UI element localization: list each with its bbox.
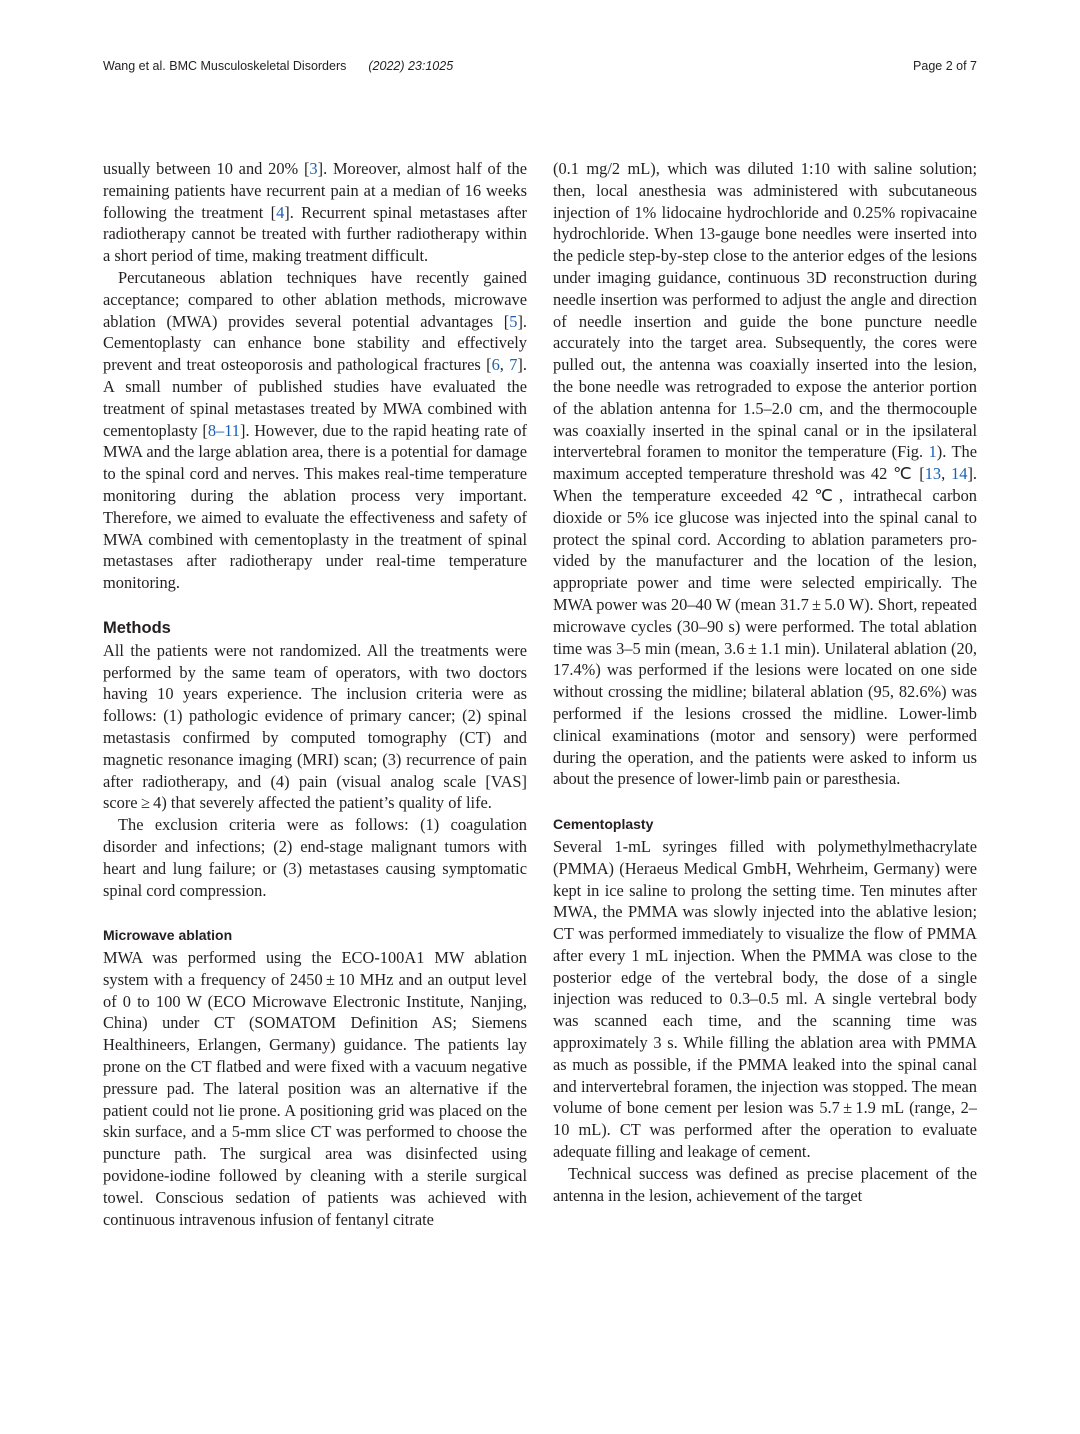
subsection-heading-cementoplasty: Cementoplasty (553, 816, 654, 833)
paragraph (103, 158, 527, 267)
text-run: ]. A small number of published studies have evaluated the treatment of spinal metastases treated by MWA combined with cementoplasty [ (103, 355, 527, 440)
text-run: (0.1 mg/2 mL), which was diluted 1:10 with saline solution; then, local anesthesia was administered with subcutaneous injection of 1% lidocaine hydrochloride and 0.25% ropivacaine hydrochloride. When 13-gauge bone needles were inserted into the pedicle step-by-step close to the anterior edges of the lesions under imaging guidance, continuous 3D reconstruction during needle insertion was performed to adjust the angle and direction of needle insertion and guide the bone puncture needle accurately into the target area. Subsequently, the cores were pulled out, the antenna was coaxially inserted into the lesion, the bone needle was retrograded to expose the anterior portion of the ablation antenna for 1.5–2.0 cm, and the thermocouple was coaxially inserted in the spinal canal or in the ipsilateral intervertebral foramen to monitor the temperature (Fig. (553, 159, 977, 462)
text-run: ]. When the temperature exceeded 42℃, intrathecal carbon dioxide or 5% ice glucose was injected into the spinal canal to protect the spinal cord. According to ablation parameters provided by the manufacturer and the location of the lesion, appropriate power and time were selected empirically. The MWA power was 20–40 W (mean 31.7 ± 5.0 W). Short, repeated microwave cycles (30–90 s) were performed. The total ablation time was 3–5 min (mean, 3.6 ± 1.1 min). Unilateral ablation (20, 17.4%) was performed if the lesions were located on one side without crossing the midline; bilateral ablation (95, 82.6%) was performed if the lesions crossed the midline. Lower-limb clinical examinations (motor and sensory) were performed during the operation, and the patients were asked to inform us about the presence of lower-limb pain or paresthesia. (553, 464, 978, 789)
text-run: usually between 10 and 20% [ (103, 159, 310, 178)
paragraph: Several 1-mL syringes filled with polymethylmethacrylate (PMMA) (Heraeus Medical GmbH, Wehrheim, Germany) were kept in ice saline to prolong the setting time. Ten minutes after MWA, the PMMA was slowly injected into the ablative lesion; CT was performed immediately to visualize the flow of PMMA after every 1 mL injection. When the PMMA was close to the posterior edge of the vertebral body, the dose of a single injection was reduced to 0.3–0.5 ml. A single vertebral body was scanned each time, and the scanning time was approximately 3 s. While filling the ablation area with PMMA as much as possible, if the PMMA leaked into the spinal canal and intervertebral foramen, the injection was stopped. The mean volume of bone cement per lesion was 5.7 ± 1.9 mL (range, 2–10 mL). CT was performed after the operation to evaluate adequate filling and leakage of cement. (553, 836, 977, 1162)
text-run: ]. Cementoplasty can enhance bone stability and effectively prevent and treat osteoporosis and pathological fractures [ (103, 311, 527, 375)
citation-link[interactable]: 8–11 (207, 420, 240, 440)
paragraph: The exclusion criteria were as follows: (1) coagulation disorder and infections; (2) end-stage malignant tumors with heart and lung failure; or (3) metastases causing symptomatic spinal cord compression. (103, 815, 527, 900)
paragraph (103, 267, 527, 594)
text-run: , (941, 464, 952, 484)
citation-link[interactable]: 4 (276, 202, 285, 222)
subsection-heading-microwave-ablation: Microwave ablation (103, 927, 233, 944)
citation-link[interactable]: 5 (509, 311, 518, 331)
right-column (553, 158, 977, 1206)
paragraph: MWA was performed using the ECO-100A1 MW ablation system with a frequency of 2450 ± 10 MHz and an output level of 0 to 100 W (ECO Microwave Electronic Institute, Nanjing, China) under CT (SOMATOM Definition AS; Siemens Healthineers, Erlangen, Germany) guidance. The patients lay prone on the CT flatbed and were fixed with a vacuum negative pressure pad. The lateral position was an alternative if the patient could not lie prone. A positioning grid was placed on the skin surface, and a 5-mm slice CT was performed to choose the puncture path. The surgical area was disinfected using povidone-iodine followed by cleaning with a sterile surgical towel. Conscious sedation of patients was achieved with continuous intravenous infusion of fentanyl citrate (103, 948, 527, 1229)
header-citation (103, 59, 453, 73)
paragraph: Technical success was defined as precise placement of the antenna in the lesion, achievement of the target (553, 1163, 977, 1205)
citation-link[interactable]: 13 (924, 464, 942, 484)
text-run: ]. Moreover, almost half of the remaining patients have recurrent pain at a median of 16 weeks following the treatment [ (103, 159, 527, 222)
text-run: Percutaneous ablation techniques have recently gained acceptance; compared to other ablation methods, microwave ablation (MWA) provides several potential advantages [ (103, 267, 527, 331)
running-header (103, 59, 977, 75)
figure-link[interactable]: 1 (928, 442, 937, 462)
text-run: ]. However, due to the rapid heating rate of MWA and the large ablation area, there is a potential for damage to the spinal cord and nerves. This makes real-time temperature monitoring during the ablation process very important. Therefore, we aimed to evaluate the effectiveness and safety of MWA combined with cementoplasty in the treatment of spinal metastases after radiotherapy under real-time temperature monitoring. (103, 420, 527, 593)
citation-link[interactable]: 6 (491, 355, 500, 375)
paragraph (553, 158, 977, 790)
text-run: , (499, 355, 510, 375)
text-run: ]. Recurrent spinal metastases after radiotherapy cannot be treated with further radiotherapy within a short period of time, making treatment difficult. (103, 202, 527, 266)
citation-link[interactable]: 3 (309, 159, 318, 178)
header-authors: Wang et al. BMC Musculoskeletal Disorders (103, 59, 347, 73)
citation-link[interactable]: 14 (951, 464, 968, 484)
citation-link[interactable]: 7 (509, 355, 518, 375)
paragraph: All the patients were not randomized. All the treatments were performed by the same team of operators, with two doctors having 10 years experience. The inclusion criteria were as follows: (1) pathologic evidence of primary cancer; (2) spinal metastasis confirmed by computed tomography (CT) and magnetic resonance imaging (MRI) scan; (3) recurrence of pain after radiotherapy, and (4) pain (visual analog scale [VAS] score ≥ 4) that severely affected the patient’s quality of life. (103, 640, 527, 813)
text-run: ). The maximum accepted temperature threshold was 42 ℃ [ (553, 442, 977, 484)
header-year-volume: (2022) 23:1025 (368, 59, 454, 73)
header-page-number: Page 2 of 7 (913, 59, 977, 73)
section-heading-methods: Methods (103, 618, 171, 637)
left-column (103, 158, 527, 1230)
